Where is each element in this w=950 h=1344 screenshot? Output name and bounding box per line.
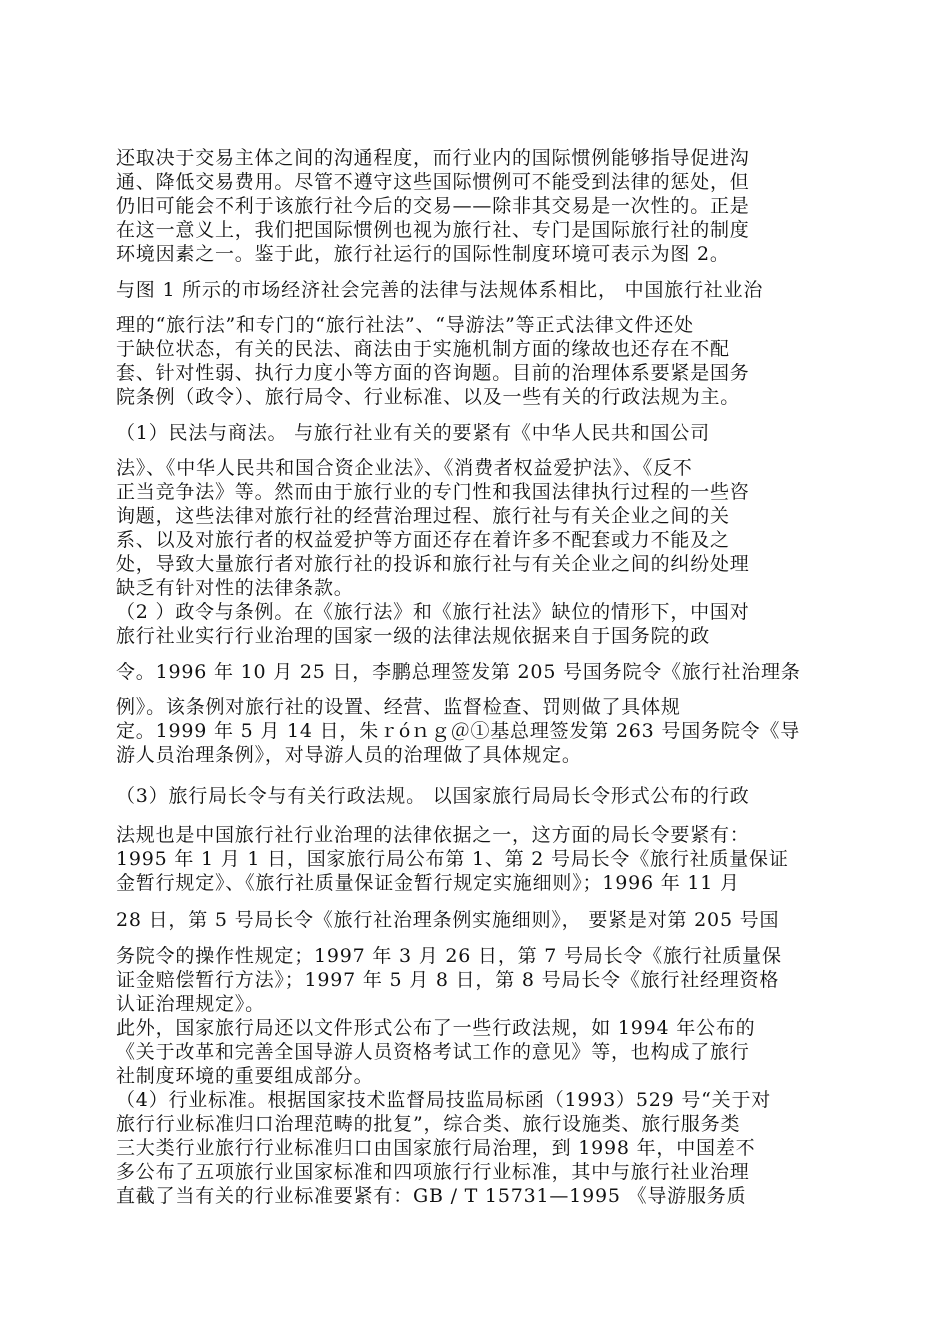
text-line: 法规也是中国旅行社行业治理的法律依据之一，这方面的局长令要紧有： <box>116 824 750 846</box>
text-line: 处，导致大量旅行者对旅行社的投诉和旅行社与有关企业之间的纠纷处理 <box>116 553 750 575</box>
text-line: 金暂行规定》、《旅行社质量保证金暂行规定实施细则》；1996 年 11 月 <box>116 872 740 894</box>
text-line: 社制度环境的重要组成部分。 <box>116 1065 374 1087</box>
text-line: 定。1999 年 5 月 14 日，朱ｒóｎｇ＠①基总理签发第 263 号国务院令《导 <box>116 720 801 742</box>
text-line: 缺乏有针对性的法律条款。 <box>116 577 354 599</box>
text-line: 三大类行业旅行行业标准归口由国家旅行局治理，到 1998 年，中国差不 <box>116 1137 756 1159</box>
text-line: 例》。该条例对旅行社的设置、经营、监督检查、罚则做了具体规 <box>116 696 681 718</box>
text-line: 令。1996 年 10 月 25 日，李鹏总理签发第 205 号国务院令《旅行社治理条 <box>116 661 801 683</box>
text-line: 直截了当有关的行业标准要紧有：GB / T 15731—1995 《导游服务质 <box>116 1185 747 1207</box>
text-line: 游人员治理条例》，对导游人员的治理做了具体规定。 <box>116 744 582 766</box>
text-line: 环境因素之一。鉴于此，旅行社运行的国际性制度环境可表示为图 2。 <box>116 243 730 265</box>
text-line: 系、以及对旅行者的权益爱护等方面还存在着许多不配套或力不能及之 <box>116 529 730 551</box>
text-line: （2 ）政令与条例。在《旅行法》和《旅行社法》缺位的情形下，中国对 <box>116 601 750 623</box>
text-line: （1）民法与商法。 与旅行社业有关的要紧有《中华人民共和国公司 <box>116 422 710 444</box>
text-line: 多公布了五项旅行业国家标准和四项旅行行业标准，其中与旅行社业治理 <box>116 1161 750 1183</box>
text-line: 证金赔偿暂行方法》；1997 年 5 月 8 日，第 8 号局长令《旅行社经理资格 <box>116 969 780 991</box>
text-line: 与图 1 所示的市场经济社会完善的法律与法规体系相比， 中国旅行社业治 <box>116 279 764 301</box>
text-line: 在这一意义上，我们把国际惯例也视为旅行社、专门是国际旅行社的制度 <box>116 219 750 241</box>
text-line: （4）行业标准。根据国家技术监督局技监局标函（1993）529 号“关于对 <box>116 1089 772 1111</box>
text-line: 理的“旅行法”和专门的“旅行社法”、“导游法”等正式法律文件还处 <box>116 314 694 336</box>
text-line: 还取决于交易主体之间的沟通程度，而行业内的国际惯例能够指导促进沟 <box>116 147 750 169</box>
text-line: （3）旅行局长令与有关行政法规。 以国家旅行局局长令形式公布的行政 <box>116 785 750 807</box>
text-line: 院条例（政令）、旅行局令、行业标准、以及一些有关的行政法规为主。 <box>116 386 741 408</box>
text-line: 于缺位状态，有关的民法、商法由于实施机制方面的缘故也还存在不配 <box>116 338 730 360</box>
text-line: 询题，这些法律对旅行社的经营治理过程、旅行社与有关企业之间的关 <box>116 505 730 527</box>
text-line: 通、降低交易费用。尽管不遵守这些国际惯例可不能受到法律的惩处，但 <box>116 171 750 193</box>
text-line: 1995 年 1 月 1 日，国家旅行局公布第 1、第 2 号局长令《旅行社质量保证 <box>116 848 789 870</box>
text-line: 旅行社业实行行业治理的国家一级的法律法规依据来自于国务院的政 <box>116 625 711 647</box>
text-line: 28 日，第 5 号局长令《旅行社治理条例实施细则》， 要紧是对第 205 号国 <box>116 909 780 931</box>
text-line: 仍旧可能会不利于该旅行社今后的交易——除非其交易是一次性的。正是 <box>116 195 750 217</box>
text-line: 套、针对性弱、执行力度小等方面的咨询题。目前的治理体系要紧是国务 <box>116 362 750 384</box>
text-line: 认证治理规定》。 <box>116 993 265 1015</box>
text-line: 法》、《中华人民共和国合资企业法》、《消费者权益爱护法》、《反不 <box>116 457 693 479</box>
text-line: 旅行行业标准归口治理范畴的批复”，综合类、旅行设施类、旅行服务类 <box>116 1113 741 1135</box>
text-line: 此外，国家旅行局还以文件形式公布了一些行政法规，如 1994 年公布的 <box>116 1017 756 1039</box>
text-line: 务院令的操作性规定；1997 年 3 月 26 日，第 7 号局长令《旅行社质量保 <box>116 945 782 967</box>
text-line: 正当竞争法》等。然而由于旅行业的专门性和我国法律执行过程的一些咨 <box>116 481 750 503</box>
text-line: 《关于改革和完善全国导游人员资格考试工作的意见》等，也构成了旅行 <box>116 1041 750 1063</box>
